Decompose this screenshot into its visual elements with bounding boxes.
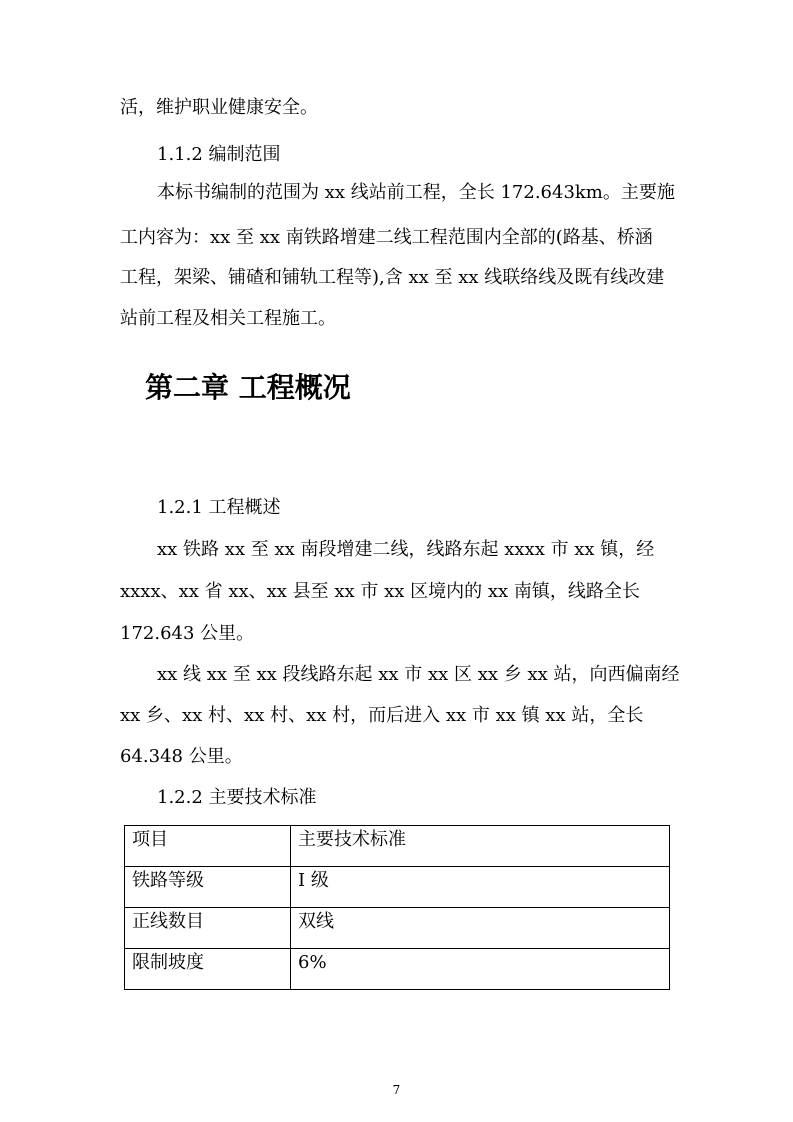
overview-paragraph-2-line-2: xx 乡、xx 村、xx 村、xx 村，而后进入 xx 市 xx 镇 xx 站，全长	[120, 705, 644, 726]
chapter-title: 第二章 工程概况	[145, 371, 351, 404]
overview-paragraph-2-line-1: xx 线 xx 至 xx 段线路东起 xx 市 xx 区 xx 乡 xx 站，向西偏南经	[157, 664, 680, 685]
table-row	[125, 949, 670, 990]
continuation-line: 活，维护职业健康安全。	[120, 97, 318, 118]
table-header-cell: 项目	[125, 826, 291, 867]
table-row	[125, 908, 670, 949]
table-header-cell: 主要技术标准	[291, 826, 670, 867]
table-cell: 正线数目	[125, 908, 291, 949]
table-cell: 铁路等级	[125, 867, 291, 908]
overview-paragraph-1-line-3: 172.643 公里。	[120, 623, 255, 644]
scope-paragraph-line-1: 本标书编制的范围为 xx 线站前工程，全长 172.643km。主要施	[157, 182, 675, 203]
table-row	[125, 826, 670, 867]
scope-paragraph-line-3: 工程，架梁、铺碴和铺轨工程等),含 xx 至 xx 线联络线及既有线改建	[120, 267, 665, 288]
table-cell: I 级	[291, 867, 670, 908]
table-cell: 双线	[291, 908, 670, 949]
technical-standards-table	[124, 825, 670, 990]
overview-paragraph-2-line-3: 64.348 公里。	[120, 746, 243, 767]
table-cell: 限制坡度	[125, 949, 291, 990]
table-row	[125, 867, 670, 908]
table-cell: 6%	[291, 949, 670, 990]
section-heading-1-2-2: 1.2.2 主要技术标准	[157, 787, 317, 808]
page-number: 7	[392, 1083, 401, 1097]
scope-paragraph-line-4: 站前工程及相关工程施工。	[120, 308, 336, 329]
scope-paragraph-line-2: 工内容为：xx 至 xx 南铁路增建二线工程范围内全部的(路基、桥涵	[120, 227, 653, 248]
overview-paragraph-1-line-1: xx 铁路 xx 至 xx 南段增建二线，线路东起 xxxx 市 xx 镇，经	[157, 539, 655, 560]
section-heading-1-2-1: 1.2.1 工程概述	[157, 497, 281, 518]
section-heading-1-1-2: 1.1.2 编制范围	[157, 144, 281, 165]
overview-paragraph-1-line-2: xxxx、xx 省 xx、xx 县至 xx 市 xx 区境内的 xx 南镇，线路全长	[120, 581, 640, 602]
